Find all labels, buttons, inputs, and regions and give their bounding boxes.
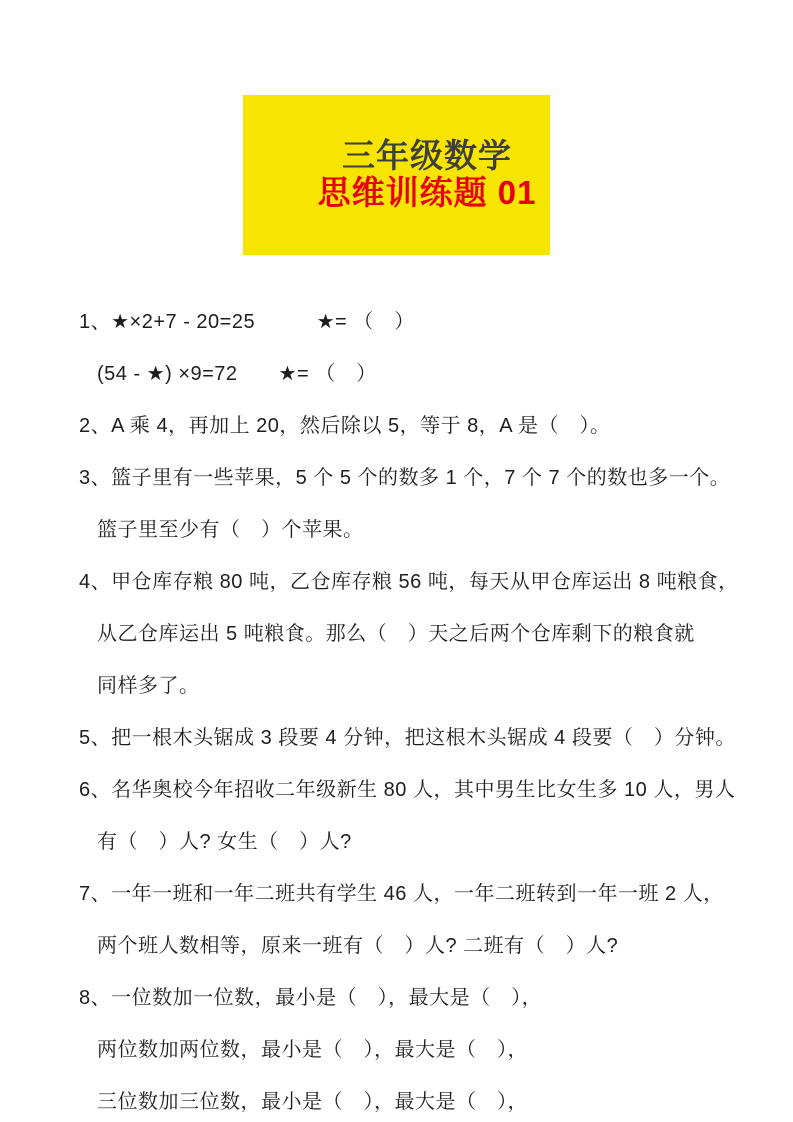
problem-3-line-2: 篮子里至少有（ ）个苹果。	[97, 518, 364, 541]
problems-list	[0, 293, 793, 1122]
problem-2	[79, 397, 753, 449]
problem-8-line-2: 两位数加两位数，最小是（ ），最大是（ ），	[97, 1038, 528, 1061]
problem-7	[79, 865, 753, 969]
title-text-dark: 三年级数学	[342, 137, 512, 175]
problem-5-line-1: 5、把一根木头锯成 3 段要 4 分钟，把这根木头锯成 4 段要（ ）分钟。	[79, 726, 736, 749]
problem-4-line-1: 4、甲仓库存粮 80 吨，乙仓库存粮 56 吨，每天从甲仓库运出 8 吨粮食，	[79, 570, 739, 593]
title-row	[0, 95, 793, 255]
problem-1-line-2: (54 - ★) ×9=72 ★= （ ）	[97, 362, 377, 385]
problem-8-line-3: 三位数加三位数，最小是（ ），最大是（ ），	[97, 1090, 528, 1113]
problem-2-line-1: 2、A 乘 4，再加上 20，然后除以 5，等于 8，A 是（ ）。	[79, 414, 611, 437]
problem-6-line-1: 6、名华奥校今年招收二年级新生 80 人，其中男生比女生多 10 人，男人	[79, 778, 736, 801]
problem-1	[79, 293, 753, 397]
problem-3-line-1: 3、篮子里有一些苹果，5 个 5 个的数多 1 个，7 个 7 个的数也多一个。	[79, 466, 731, 489]
problem-6	[79, 761, 753, 865]
problem-3	[79, 449, 753, 553]
problem-4-line-3: 同样多了。	[97, 674, 200, 697]
worksheet-title	[243, 95, 551, 255]
problem-4-line-2: 从乙仓库运出 5 吨粮食。那么（ ）天之后两个仓库剩下的粮食就	[97, 622, 695, 645]
problem-6-line-2: 有（ ）人? 女生（ ）人?	[97, 830, 352, 853]
problem-8-line-1: 8、一位数加一位数，最小是（ ），最大是（ ），	[79, 986, 543, 1009]
problem-4	[79, 553, 753, 709]
problem-7-line-1: 7、一年一班和一年二班共有学生 46 人，一年二班转到一年一班 2 人，	[79, 882, 724, 905]
problem-5	[79, 709, 753, 761]
title-text-red: 思维训练题 01	[317, 173, 537, 211]
problem-7-line-2: 两个班人数相等，原来一班有（ ）人? 二班有（ ）人?	[97, 934, 619, 957]
problem-1-line-1: 1、★×2+7 - 20=25 ★= （ ）	[79, 310, 415, 333]
problem-8	[79, 969, 753, 1122]
